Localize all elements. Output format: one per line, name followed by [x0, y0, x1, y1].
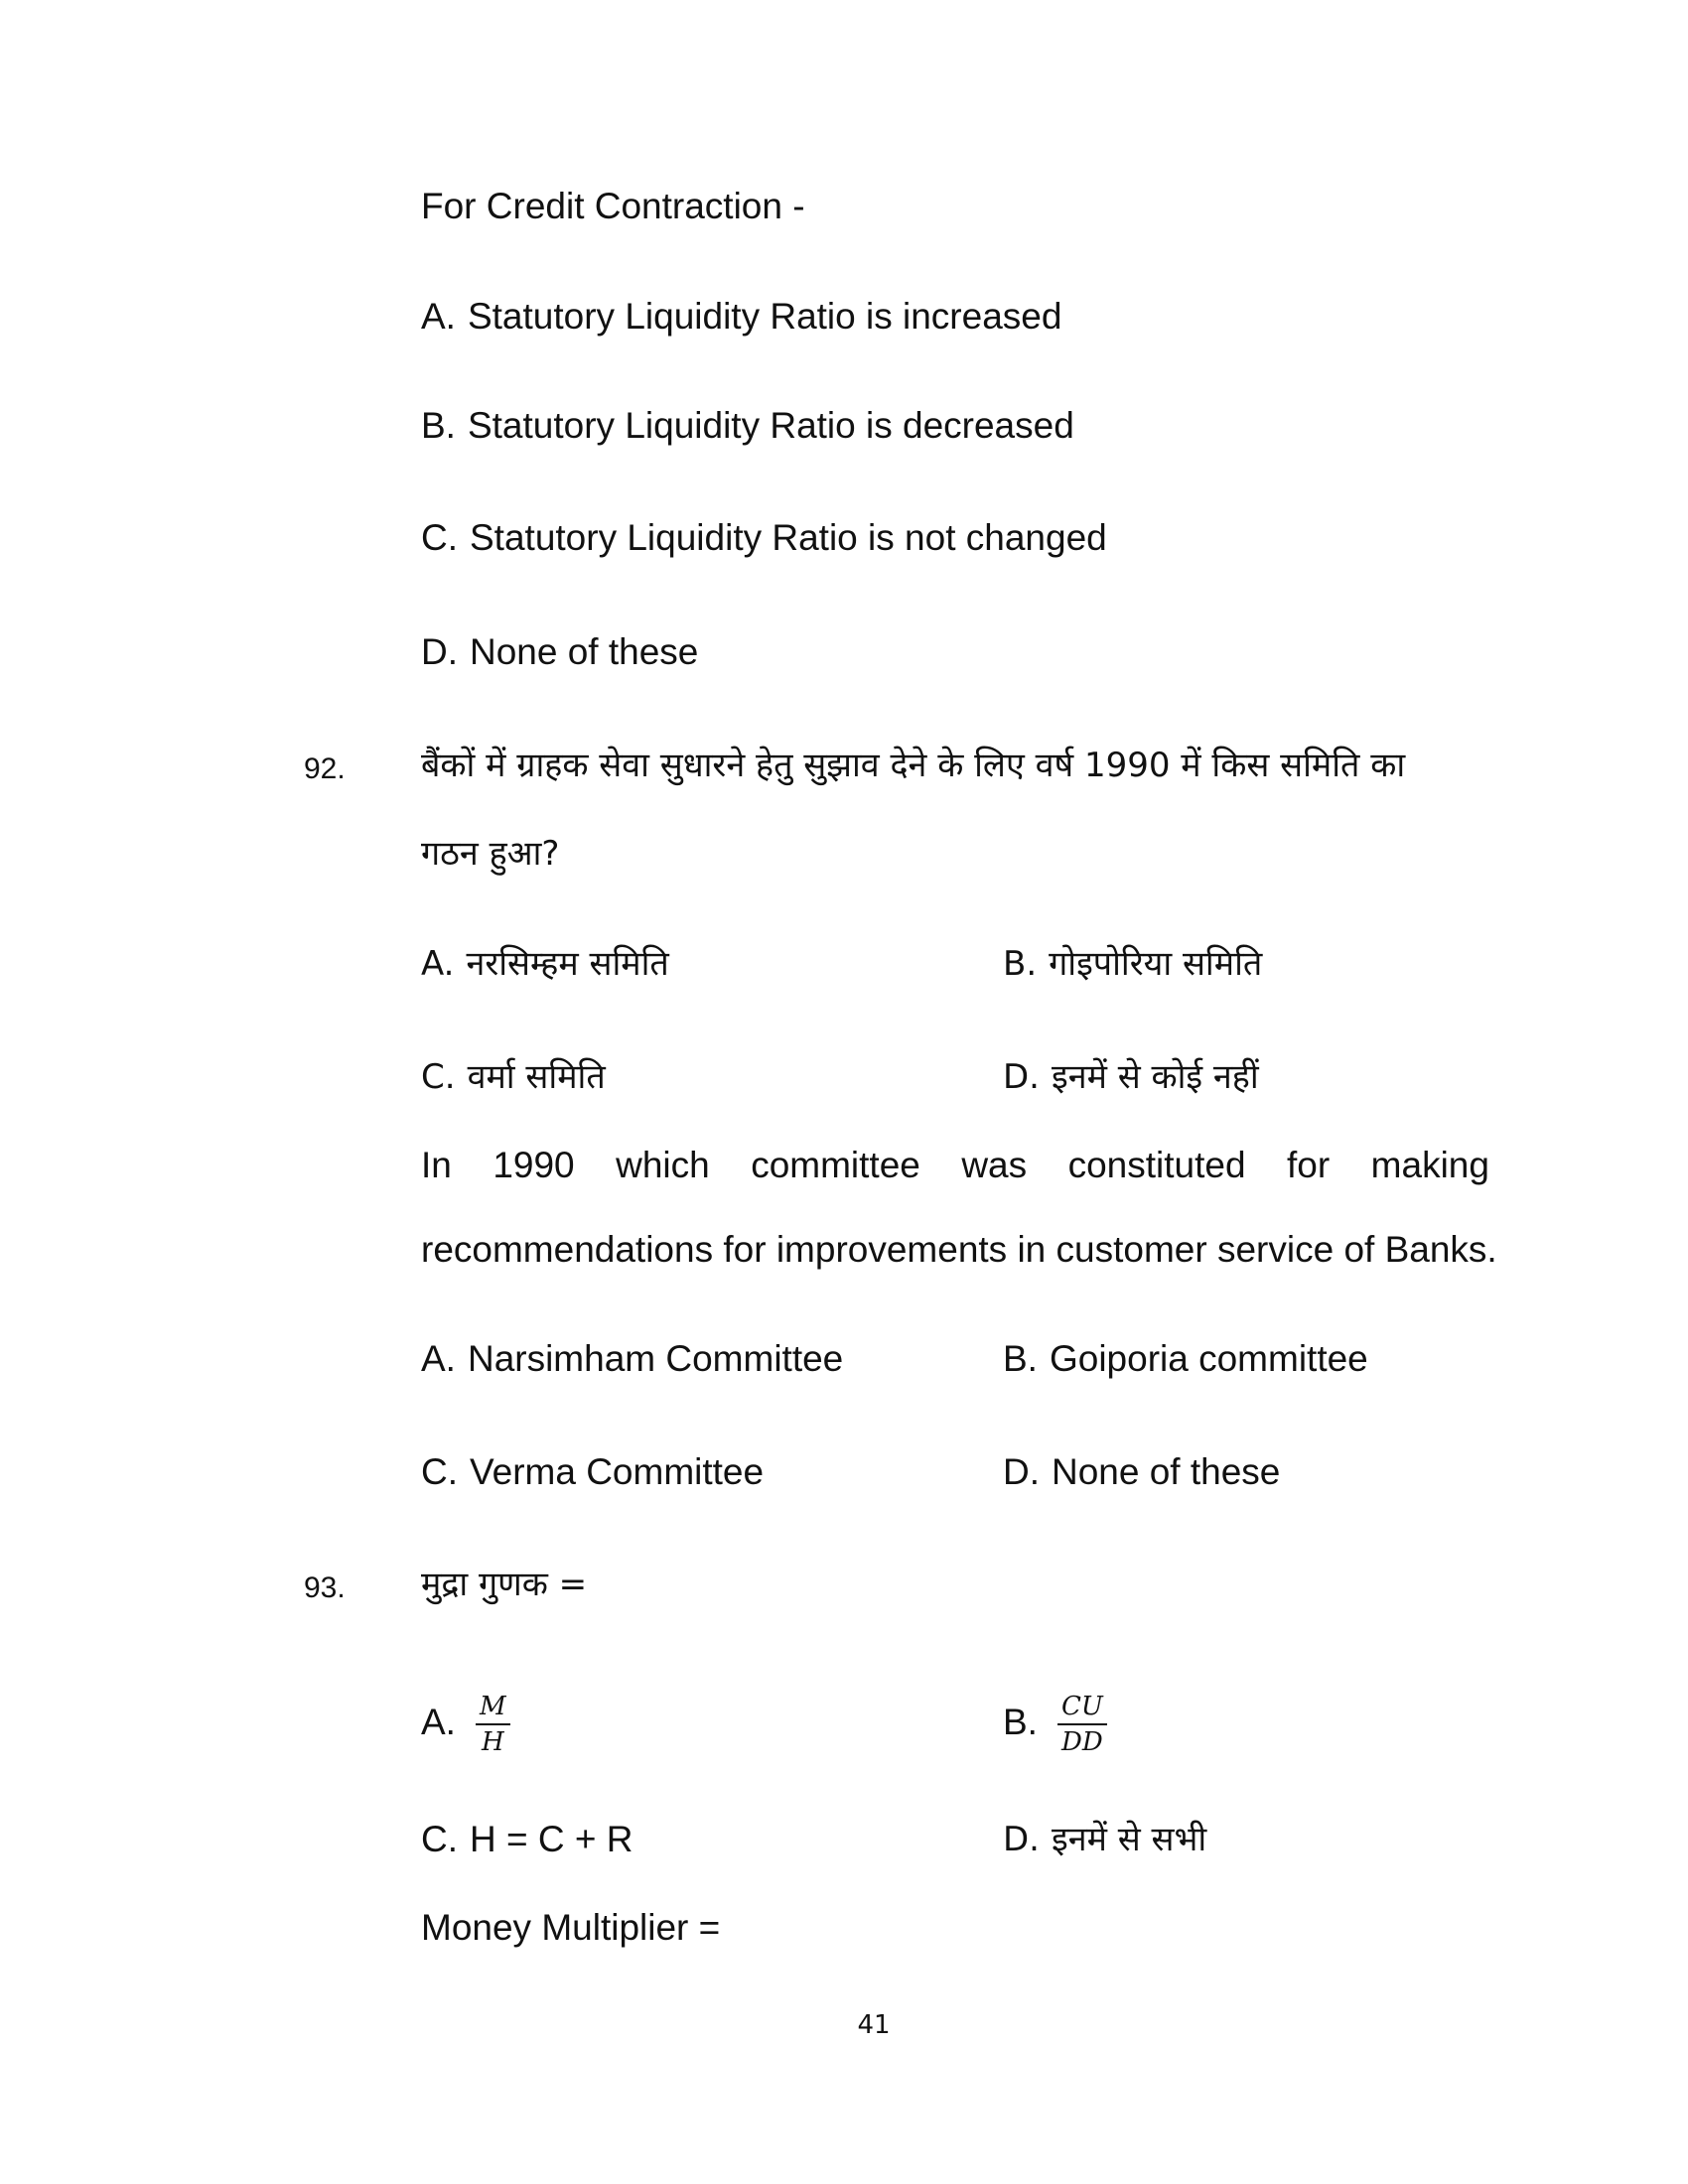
page-number: 41	[857, 2010, 891, 2040]
option-letter: B.	[1003, 1702, 1038, 1742]
option-text: वर्मा समिति	[467, 1057, 606, 1097]
option-letter: B.	[1003, 944, 1038, 984]
option-letter: C.	[421, 517, 458, 558]
option-text: इनमें से कोई नहीं	[1052, 1057, 1259, 1097]
q92-option-c	[421, 1448, 764, 1496]
q92-stem-english-line1	[421, 1142, 1489, 1189]
option-text: इनमें से सभी	[1052, 1820, 1207, 1859]
option-letter: C.	[421, 1819, 458, 1859]
q93-stem-hindi: मुद्रा गुणक =	[421, 1565, 588, 1604]
question-number-93: 93.	[304, 1571, 346, 1604]
q92-stem-hindi-line1: बैंकों में ग्राहक सेवा सुधारने हेतु सुझाव देने के लिए वर्ष 1990 में किस समिति का	[421, 746, 1406, 785]
q92-option-b-hindi	[1003, 940, 1262, 988]
q93-option-a	[421, 1683, 510, 1762]
option-text: Statutory Liquidity Ratio is decreased	[467, 405, 1074, 446]
option-letter: A.	[421, 296, 456, 337]
q92-option-c-hindi	[421, 1053, 606, 1101]
q91-option-b	[421, 402, 1074, 450]
q92-option-b	[1003, 1335, 1368, 1383]
q93-stem-english: Money Multiplier =	[421, 1907, 721, 1948]
option-text: Verma Committee	[470, 1451, 765, 1492]
fraction-denominator: H	[481, 1727, 504, 1758]
option-letter: B.	[421, 405, 456, 446]
stem-word: constituted	[1067, 1145, 1246, 1185]
fraction-denominator: DD	[1061, 1727, 1103, 1758]
option-letter: C.	[421, 1451, 458, 1492]
option-text: गोइपोरिया समिति	[1049, 944, 1263, 984]
q91-option-d	[421, 628, 698, 676]
option-text: Goiporia committee	[1049, 1338, 1368, 1379]
option-letter: B.	[1003, 1338, 1038, 1379]
stem-word: which	[616, 1145, 710, 1185]
q92-option-d	[1003, 1448, 1280, 1496]
q92-option-d-hindi	[1003, 1053, 1259, 1101]
q91-option-c	[421, 514, 1107, 562]
q93-option-c	[421, 1816, 633, 1863]
question-number-92: 92.	[304, 752, 346, 785]
option-letter: D.	[421, 631, 458, 672]
option-letter: D.	[1003, 1820, 1040, 1859]
option-text: नरसिम्हम समिति	[466, 944, 669, 984]
option-letter: D.	[1003, 1451, 1040, 1492]
q93-option-d-hindi	[1003, 1816, 1206, 1863]
option-letter: A.	[421, 1702, 456, 1742]
q92-stem-hindi-line2: गठन हुआ?	[421, 834, 560, 874]
option-text: Statutory Liquidity Ratio is not changed	[470, 517, 1107, 558]
q92-option-a-hindi	[421, 940, 669, 988]
option-letter: C.	[421, 1057, 456, 1097]
stem-word: committee	[751, 1145, 920, 1185]
stem-word: In	[421, 1145, 452, 1185]
fraction-m-over-h	[476, 1690, 510, 1759]
option-letter: A.	[421, 1338, 456, 1379]
q93-option-b	[1003, 1683, 1107, 1762]
option-letter: D.	[1003, 1057, 1040, 1097]
fraction-numerator: M	[476, 1690, 510, 1725]
fraction-cu-over-dd	[1057, 1690, 1107, 1759]
option-text: H = C + R	[470, 1819, 633, 1859]
q91-stem-english: For Credit Contraction -	[421, 186, 805, 226]
q92-stem-english-line2: recommendations for improvements in customer service of Banks.	[421, 1229, 1497, 1270]
option-letter: A.	[421, 944, 455, 984]
option-text: Narsimham Committee	[467, 1338, 844, 1379]
q91-option-a	[421, 293, 1061, 341]
option-text: None of these	[1052, 1451, 1281, 1492]
option-text: Statutory Liquidity Ratio is increased	[467, 296, 1062, 337]
stem-word: making	[1370, 1145, 1489, 1185]
stem-word: for	[1287, 1145, 1331, 1185]
stem-word: was	[961, 1145, 1028, 1185]
q92-option-a	[421, 1335, 843, 1383]
stem-word: 1990	[492, 1145, 575, 1185]
option-text: None of these	[470, 631, 699, 672]
fraction-numerator: CU	[1057, 1690, 1107, 1725]
